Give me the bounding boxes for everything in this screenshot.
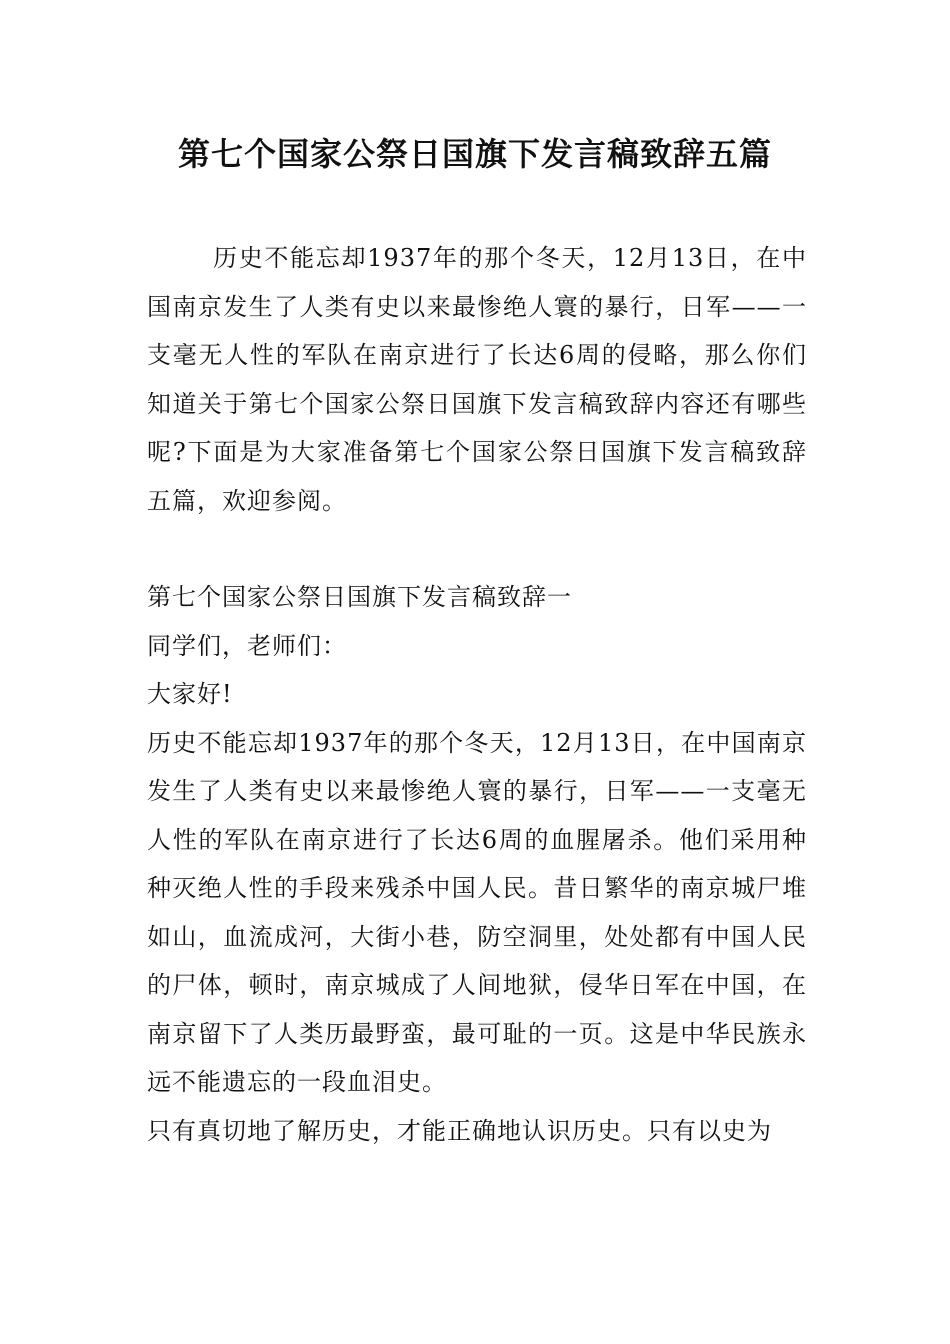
body-paragraph-2: 只有真切地了解历史，才能正确地认识历史。只有以史为 xyxy=(147,1116,772,1145)
document-title: 第七个国家公祭日国旗下发言稿致辞五篇 xyxy=(177,135,772,173)
salutation-line: 同学们，老师们： xyxy=(147,631,347,660)
document-body xyxy=(147,234,807,1155)
intro-paragraph: 历史不能忘却1937年的那个冬天，12月13日，在中国南京发生了人类有史以来最惨绝人寰的暴行，日军——一支毫无人性的军队在南京进行了长达6周的侵略，那么你们知道关于第七个国家公祭日国旗下发言稿致辞内容还有哪些呢?下面是为大家准备第七个国家公祭日国旗下发言稿致辞五篇，欢迎参阅。 xyxy=(147,244,807,515)
greeting-line: 大家好! xyxy=(147,680,233,708)
body-paragraph-1: 历史不能忘却1937年的那个冬天，12月13日，在中国南京发生了人类有史以来最惨绝人寰的暴行，日军——一支毫无人性的军队在南京进行了长达6周的血腥屠杀。他们采用种种灭绝人性的手段来残杀中国人民。昔日繁华的南京城尸堆如山，血流成河，大街小巷，防空洞里，处处都有中国人民的尸体，顿时，南京城成了人间地狱，侵华日军在中国，在南京留下了人类历最野蛮，最可耻的一页。这是中华民族永远不能遗忘的一段血泪史。 xyxy=(147,728,807,1096)
paragraph-spacer xyxy=(147,525,807,573)
section-heading: 第七个国家公祭日国旗下发言稿致辞一 xyxy=(147,583,572,611)
